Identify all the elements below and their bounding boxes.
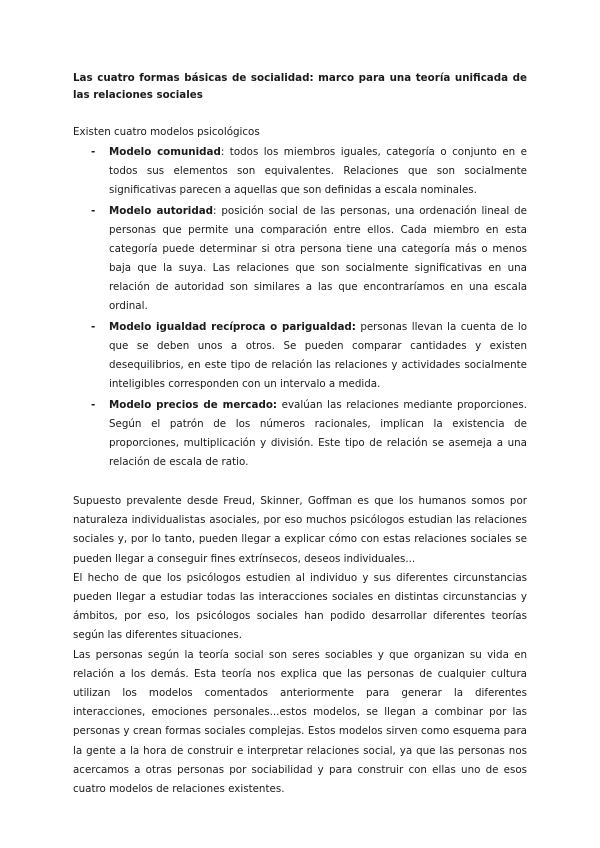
bullet-dash: - [91,205,96,217]
body-paragraph: Las personas según la teoría social son seres sociables y que organizan su vida en relación a los demás. Esta teoría nos explica que las personas de cualquier cultura utilizan los modelos comentados anteriormente para generar la diferentes interacciones, emociones personales...estos modelos, se llegan a combinar por las personas y crean formas sociales complejas. Estos modelos sirven como esquema para la gente a la hora de construir e interpretar relaciones social, ya que las personas nos acercamos a otras personas por sociabilidad y para construir con ellas uno de esos cuatro modelos de relaciones existentes. [73,648,527,796]
model-text: : posición social de las personas, una ordenación lineal de personas que permite una comparación entre ellos. Cada miembro en esta categoría puede determinar si otra persona tiene una categoría más o menos baja que la suya. Las relaciones que son socialmente significativas en una relación de autoridad son similares a las que encontraríamos en una escala ordinal. [109,205,527,312]
model-text: : todos los miembros iguales, categoría o conjunto en e todos sus elementos son equivalentes. Relaciones que son socialmente significativas parecen a aquellas que son definidas a escala nominales. [109,146,527,196]
bullet-dash: - [91,321,96,333]
spacer [73,474,527,492]
intro-line: Existen cuatro modelos psicológicos [73,126,260,138]
models-list [73,143,527,472]
bullet-dash: - [91,146,96,158]
document-title: Las cuatro formas básicas de socialidad: marco para una teoría unificada de las relaciones sociales [73,72,527,101]
bullet-dash: - [91,399,96,411]
model-name: Modelo autoridad [109,205,214,217]
list-item [73,396,527,472]
model-name: Modelo comunidad [109,146,221,158]
model-name: Modelo igualdad recíproca o parigualdad: [109,321,356,333]
model-text: evalúan las relaciones mediante proporciones. Según el patrón de los números racionales, implican la existencia de proporciones, multiplicación y división. Este tipo de relación se asemeja a una relación de escala de ratio. [109,399,527,468]
model-text: personas llevan la cuenta de lo que se deben unos a otros. Se pueden comparar cantidades y existen desequilibrios, en este tipo de relación las relaciones y actividades socialmente inteligibles corresponden con un intervalo a medida. [109,321,527,390]
list-item [73,318,527,394]
body-paragraph: El hecho de que los psicólogos estudien al individuo y sus diferentes circunstancias pueden llegar a estudiar todas las interacciones sociales en distintas circunstancias y ámbitos, por eso, los psicólogos sociales han podido desarrollar diferentes teorías según las diferentes situaciones. [73,571,527,642]
document-page [73,70,527,799]
body-paragraph: Supuesto prevalente desde Freud, Skinner, Goffman es que los humanos somos por naturaleza individualistas asociales, por eso muchos psicólogos estudian las relaciones sociales y, por lo tanto, pueden llegar a explicar cómo con estas relaciones sociales se pueden llegar a conseguir fines extrínsecos, deseos individuales... [73,495,527,565]
model-name: Modelo precios de mercado: [109,399,278,411]
list-item [73,202,527,316]
list-item [73,143,527,200]
